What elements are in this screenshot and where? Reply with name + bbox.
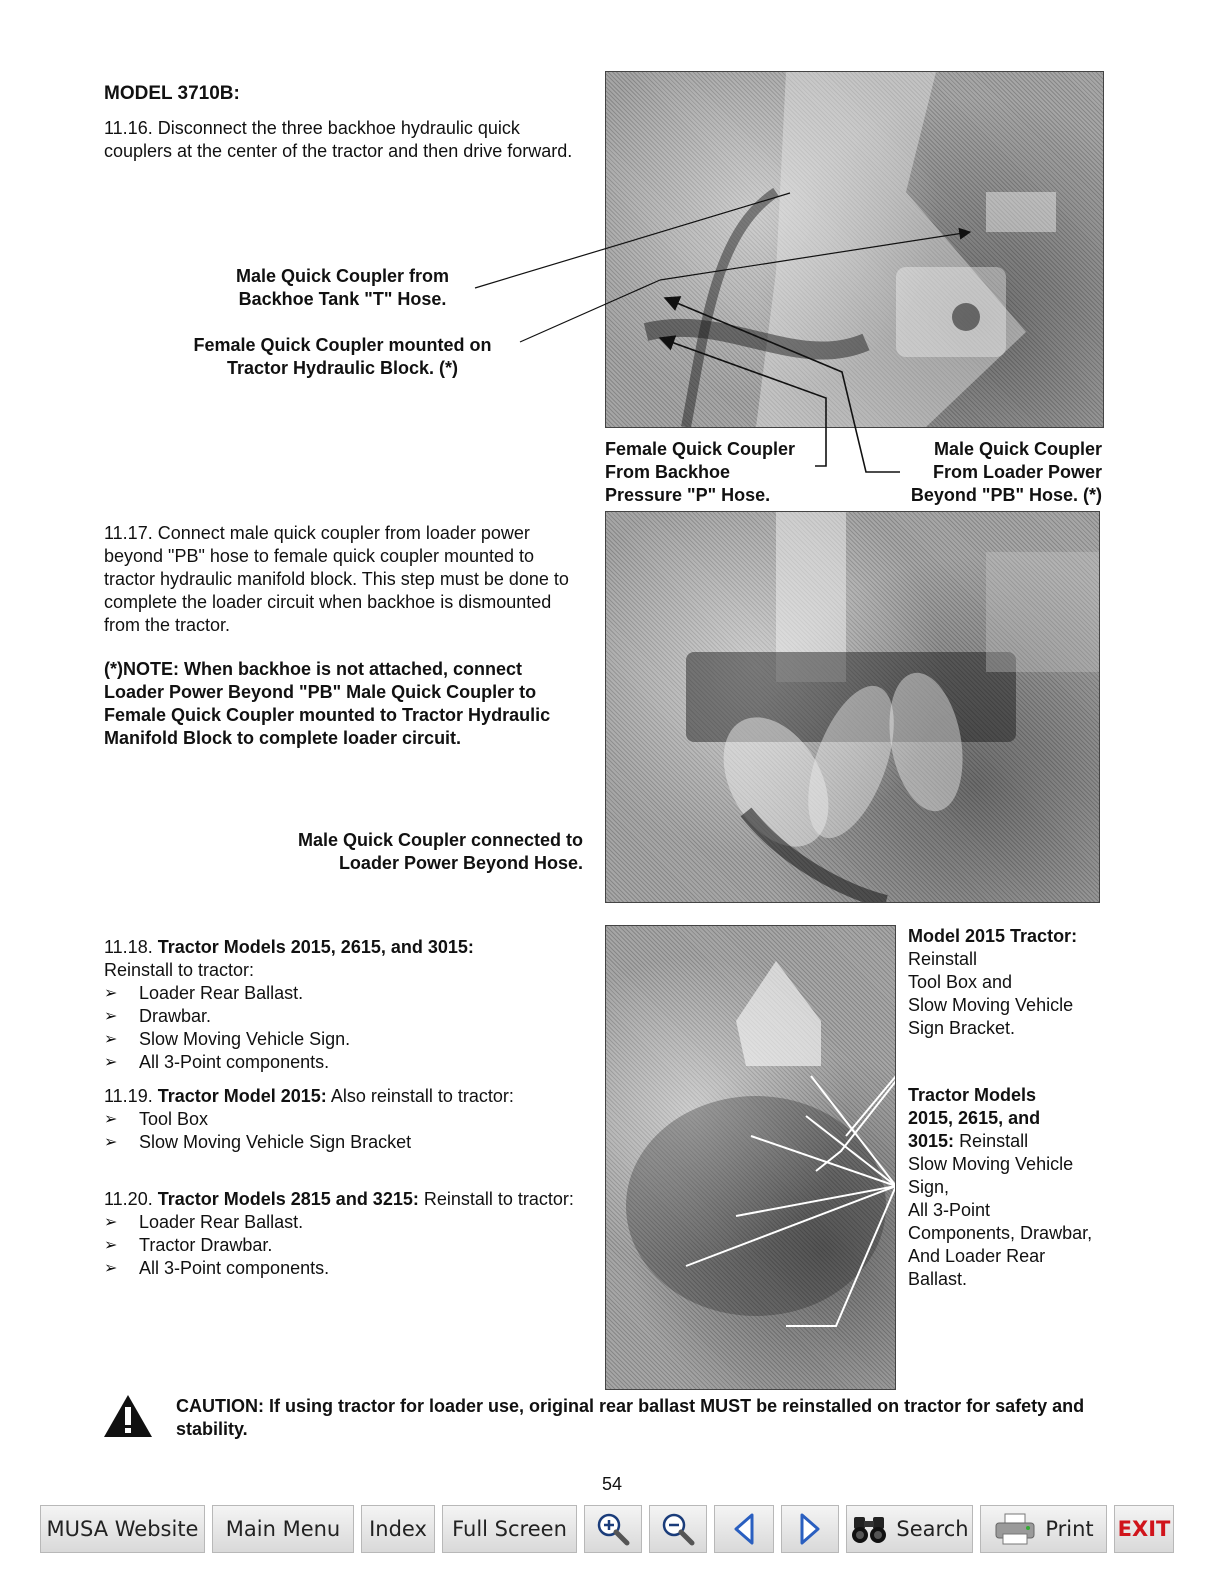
photo-rear-tractor-art	[606, 926, 895, 1389]
next-page-button[interactable]	[781, 1505, 839, 1553]
photo3-label-models: Tractor Models 2015, 2615, and 3015: Reinstall Slow Moving Vehicle Sign, All 3-Point Components, Drawbar, And Loader Rear Ballast.	[908, 1085, 1093, 1289]
printer-icon	[993, 1512, 1037, 1546]
zoom-out-icon	[661, 1512, 695, 1546]
step-11-17: 11.17. Connect male quick coupler from loader power beyond "PB" hose to female quick coupler mounted to tractor hydraulic manifold block. This step must be done to complete the loader circuit when backhoe is dismounted from the tractor.	[104, 523, 569, 635]
photo-rear-tractor	[605, 925, 896, 1390]
caution-text: CAUTION: If using tractor for loader use, original rear ballast MUST be reinstalled on tractor for safety and stability.	[176, 1396, 1085, 1439]
list-item: ➢ Tractor Drawbar.	[104, 1235, 273, 1255]
step-11-16: 11.16. Disconnect the three backhoe hydraulic quick couplers at the center of the tractor and then drive forward.	[104, 118, 573, 161]
step-11-20: 11.20. Tractor Models 2815 and 3215: Reinstall to tractor: ➢ Loader Rear Ballast. ➢ Tractor Drawbar. ➢ All 3-Point components.	[104, 1189, 574, 1278]
main-menu-button[interactable]: Main Menu	[212, 1505, 354, 1553]
binoculars-icon	[850, 1513, 888, 1545]
photo-manifold-block-art	[606, 512, 1099, 902]
callout-male-tank: Male Quick Coupler from Backhoe Tank "T" Hose.	[235, 266, 450, 309]
list-item: ➢ Loader Rear Ballast.	[104, 983, 304, 1003]
full-screen-button[interactable]: Full Screen	[442, 1505, 577, 1553]
search-button[interactable]: Search	[846, 1505, 973, 1553]
list-item: ➢ Loader Rear Ballast.	[104, 1212, 304, 1232]
zoom-out-button[interactable]	[649, 1505, 707, 1553]
step-11-19: 11.19. Tractor Model 2015: Also reinstall to tractor: ➢ Tool Box ➢ Slow Moving Vehicle Sign Bracket	[104, 1085, 584, 1154]
list-item: ➢ All 3-Point components.	[104, 1052, 330, 1072]
zoom-in-button[interactable]	[584, 1505, 642, 1553]
exit-button[interactable]: EXIT	[1114, 1505, 1174, 1553]
photo-manifold-block	[605, 511, 1100, 903]
page-number: 54	[601, 1474, 623, 1494]
musa-website-button[interactable]: MUSA Website	[40, 1505, 205, 1553]
model-heading: MODEL 3710B:	[104, 83, 240, 104]
step-11-19-list	[104, 1108, 584, 1154]
step-11-18-list	[104, 982, 584, 1074]
list-item: ➢ Slow Moving Vehicle Sign.	[104, 1029, 351, 1049]
arrow-left-icon	[730, 1512, 758, 1546]
list-item: ➢ Tool Box	[104, 1109, 209, 1129]
list-item: ➢ Drawbar.	[104, 1006, 212, 1026]
step-11-18: 11.18. Tractor Models 2015, 2615, and 3015: Reinstall to tractor: ➢ Loader Rear Ballast. ➢ Drawbar. ➢ Slow Moving Vehicle Sign. ➢ All 3-Point components.	[104, 936, 584, 1074]
print-button[interactable]: Print	[980, 1505, 1107, 1553]
zoom-in-icon	[596, 1512, 630, 1546]
callout-male-loader: Male Quick Coupler From Loader Power Beyond "PB" Hose. (*)	[910, 439, 1102, 505]
warning-icon	[102, 1393, 154, 1444]
previous-page-button[interactable]	[714, 1505, 774, 1553]
callout-female-backhoe: Female Quick Coupler From Backhoe Pressure "P" Hose.	[605, 439, 796, 505]
callout-female-block: Female Quick Coupler mounted on Tractor Hydraulic Block. (*)	[193, 335, 492, 378]
list-item: ➢ All 3-Point components.	[104, 1258, 330, 1278]
photo2-caption: Male Quick Coupler connected to Loader Power Beyond Hose.	[297, 830, 583, 873]
step-11-20-list	[104, 1211, 574, 1280]
photo3-label-2015: Model 2015 Tractor: Reinstall Tool Box and Slow Moving Vehicle Sign Bracket.	[908, 926, 1078, 1038]
index-button[interactable]: Index	[361, 1505, 435, 1553]
arrow-right-icon	[796, 1512, 824, 1546]
list-item: ➢ Slow Moving Vehicle Sign Bracket	[104, 1132, 412, 1152]
backhoe-note: (*)NOTE: When backhoe is not attached, connect Loader Power Beyond "PB" Male Quick Coupler to Female Quick Coupler mounted to Tractor Hydraulic Manifold Block to complete loader circuit.	[104, 659, 551, 748]
